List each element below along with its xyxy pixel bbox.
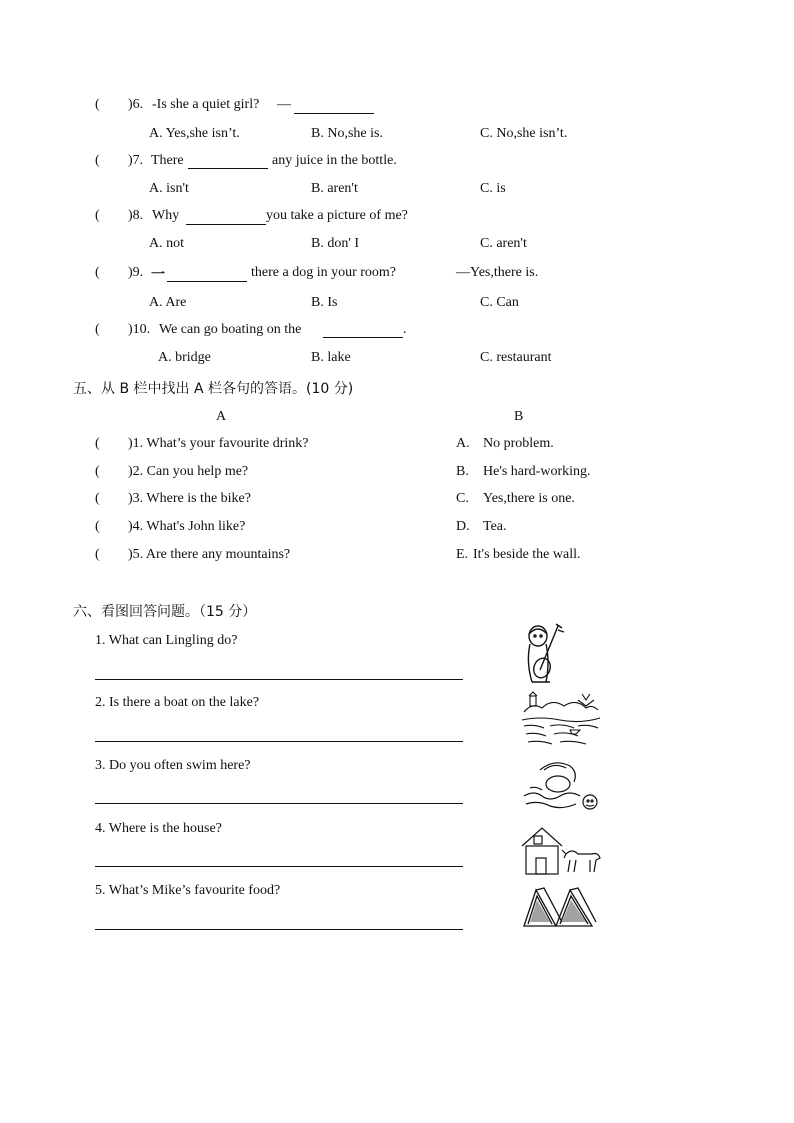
question-stem-end: any juice in the bottle. <box>272 153 397 168</box>
match-answer: No problem. <box>483 436 554 451</box>
answer-blank[interactable] <box>323 337 403 338</box>
question-stem: Why <box>152 208 180 223</box>
swimming-scene-icon <box>520 756 602 820</box>
option-b: B. Is <box>311 295 338 310</box>
section-title: 六、看图回答问题。（15 分） <box>73 604 257 620</box>
column-a-header: A <box>216 409 227 424</box>
reply-text: —Yes,there is. <box>456 265 539 280</box>
option-c: C. No,she isn’t. <box>480 126 568 141</box>
question-number: )10. <box>128 322 151 337</box>
match-letter: A. <box>456 436 470 451</box>
answer-paren-open: ( <box>95 322 100 337</box>
option-c: C. restaurant <box>480 350 552 365</box>
option-c: C. is <box>480 181 506 196</box>
match-letter: C. <box>456 491 469 506</box>
column-b-header: B <box>514 409 524 424</box>
question-stem: There <box>151 153 184 168</box>
answer-paren-open: ( <box>95 491 100 506</box>
match-answer: It's beside the wall. <box>473 547 581 562</box>
answer-line[interactable] <box>95 866 463 867</box>
answer-paren-open: ( <box>95 436 100 451</box>
picture-question: 1. What can Lingling do? <box>95 633 238 648</box>
match-answer: Tea. <box>483 519 507 534</box>
answer-paren-open: ( <box>95 208 100 223</box>
answer-blank[interactable] <box>186 224 266 225</box>
match-answer: Yes,there is one. <box>483 491 575 506</box>
match-letter: B. <box>456 464 469 479</box>
sandwiches-icon <box>520 886 602 932</box>
girl-playing-pipa-icon <box>520 622 572 686</box>
option-a: A. not <box>149 236 184 251</box>
question-dash: 一 <box>151 268 165 283</box>
question-number: )9. <box>128 265 144 280</box>
match-letter: E. <box>456 547 469 562</box>
option-b: B. No,she is. <box>311 126 383 141</box>
option-b: B. lake <box>311 350 351 365</box>
match-question: )1. What’s your favourite drink? <box>128 436 309 451</box>
question-dash: — <box>277 97 291 112</box>
match-question: )4. What's John like? <box>128 519 246 534</box>
option-a: A. Yes,she isn’t. <box>149 126 240 141</box>
question-stem-end: . <box>403 322 407 337</box>
answer-line[interactable] <box>95 803 463 804</box>
question-stem: -Is she a quiet girl? <box>152 97 260 112</box>
match-question: )2. Can you help me? <box>128 464 249 479</box>
answer-blank[interactable] <box>294 113 374 114</box>
picture-question: 4. Where is the house? <box>95 821 222 836</box>
answer-paren-open: ( <box>95 547 100 562</box>
match-letter: D. <box>456 519 470 534</box>
match-question: )3. Where is the bike? <box>128 491 251 506</box>
answer-paren-open: ( <box>95 464 100 479</box>
answer-blank[interactable] <box>188 168 268 169</box>
picture-question: 2. Is there a boat on the lake? <box>95 695 260 710</box>
option-a: A. Are <box>149 295 187 310</box>
answer-paren-open: ( <box>95 265 100 280</box>
option-b: B. aren't <box>311 181 358 196</box>
question-number: )8. <box>128 208 144 223</box>
picture-question: 3. Do you often swim here? <box>95 758 251 773</box>
house-and-horse-icon <box>520 824 602 878</box>
picture-question: 5. What’s Mike’s favourite food? <box>95 883 281 898</box>
question-number: )6. <box>128 97 144 112</box>
answer-paren-open: ( <box>95 97 100 112</box>
answer-line[interactable] <box>95 741 463 742</box>
answer-blank[interactable] <box>167 281 247 282</box>
answer-paren-open: ( <box>95 519 100 534</box>
option-b: B. don' I <box>311 236 360 251</box>
option-a: A. isn't <box>149 181 189 196</box>
question-stem-end: there a dog in your room? <box>251 265 397 280</box>
match-question: )5. Are there any mountains? <box>128 547 291 562</box>
question-stem-end: you take a picture of me? <box>266 208 408 223</box>
answer-line[interactable] <box>95 929 463 930</box>
match-answer: He's hard-working. <box>483 464 591 479</box>
option-c: C. Can <box>480 295 519 310</box>
lake-scene-icon <box>520 690 602 748</box>
answer-line[interactable] <box>95 679 463 680</box>
section-title: 五、从 B 栏中找出 A 栏各句的答语。(10 分) <box>73 381 354 397</box>
option-c: C. aren't <box>480 236 527 251</box>
option-a: A. bridge <box>158 350 211 365</box>
answer-paren-open: ( <box>95 153 100 168</box>
question-stem: We can go boating on the <box>159 322 302 337</box>
question-number: )7. <box>128 153 144 168</box>
